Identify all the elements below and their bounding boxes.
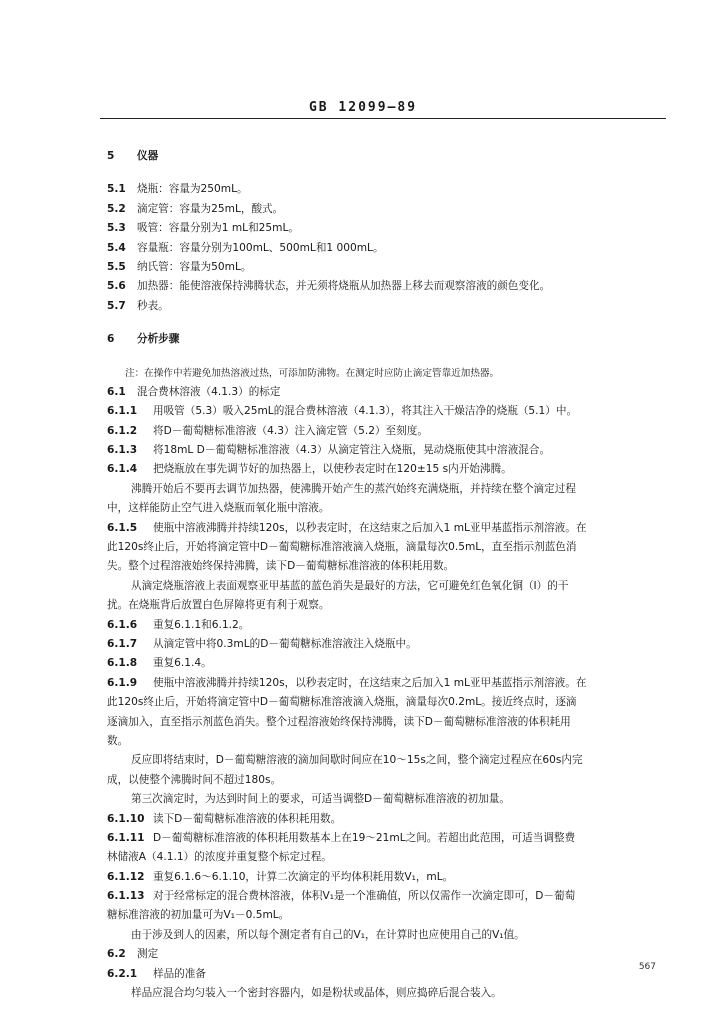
item-6-1-12: 6.1.12 重复6.1.6～6.1.10，计算二次滴定的平均体积耗用数V₁，mL。 [107, 870, 454, 883]
item-5-7: 5.7 秒表。 [107, 299, 169, 312]
paragraph: 糖标准溶液的初加量可为V₁－0.5mL。 [107, 909, 290, 922]
item-6-1-11: 6.1.11 D－葡萄糖标准溶液的体积耗用数基本上在19～21mL之间。若超出此范围，可适当调整费 [107, 831, 576, 844]
item-6-1-1: 6.1.1 用吸管（5.3）吸入25mL的混合费林溶液（4.1.3），将其注入干燥洁净的烧瓶（5.1）中。 [107, 405, 578, 418]
page-header: GB 12099—89 [308, 100, 418, 115]
item-5-5: 5.5 纳氏管：容量为50mL。 [107, 260, 252, 273]
document-body [107, 147, 669, 1003]
paragraph: 失。整个过程溶液始终保持沸腾，读下D－葡萄糖标准溶液的体积耗用数。 [107, 560, 455, 573]
item-6-1-13: 6.1.13 对于经常标定的混合费林溶液，体积V₁是一个准确值，所以仅需作一次滴定即可，D－葡萄 [107, 890, 576, 903]
item-6-1-5: 6.1.5 使瓶中溶液沸腾并持续120s，以秒表定时，在这结束之后加入1 mL亚甲基蓝指示剂溶液。在 [107, 521, 587, 534]
item-6-1-6: 6.1.6 重复6.1.1和6.1.2。 [107, 618, 250, 631]
item-5-6: 5.6 加热器：能使溶液保持沸腾状态，并无须将烧瓶从加热器上移去而观察溶液的颜色变化。 [107, 280, 551, 293]
section-heading-6: 6 分析步骤 [107, 333, 180, 346]
item-6-2: 6.2 测定 [107, 948, 159, 961]
paragraph: 林储液A（4.1.1）的浓度并重复整个标定过程。 [107, 851, 332, 864]
paragraph: 从滴定烧瓶溶液上表面观察亚甲基蓝的蓝色消失是最好的方法，它可避免红色氧化铜（Ⅰ）的干 [131, 579, 569, 592]
item-6-1: 6.1 混合费林溶液（4.1.3）的标定 [107, 385, 281, 398]
item-5-3: 5.3 吸管：容量分别为1 mL和25mL。 [107, 222, 299, 235]
note: 注：在操作中若避免加热溶液过热，可添加防沸物。在测定时应防止滴定管靠近加热器。 [125, 367, 500, 379]
section-heading-5: 5 仪器 [107, 150, 159, 162]
page-number: 567 [638, 962, 656, 972]
paragraph: 反应即将结束时，D－葡萄糖溶液的滴加间歇时间应在10～15s之间，整个滴定过程应在60s内完 [131, 754, 583, 767]
item-5-1: 5.1 烧瓶：容量为250mL。 [107, 183, 248, 196]
paragraph: 沸腾开始后不要再去调节加热器，使沸腾开始产生的蒸汽始终充满烧瓶，并持续在整个滴定过程 [131, 482, 576, 495]
item-5-4: 5.4 容量瓶：容量分别为100mL、500mL和1 000mL。 [107, 241, 384, 254]
paragraph: 扰。在烧瓶背后放置白色屏障将更有利于观察。 [107, 599, 330, 612]
item-6-1-9: 6.1.9 使瓶中溶液沸腾并持续120s，以秒表定时，在这结束之后加入1 mL亚甲基蓝指示剂溶液。在 [107, 676, 587, 689]
paragraph: 样品应混合均匀装入一个密封容器内，如是粉状或晶体，则应捣碎后混合装入。 [131, 987, 502, 1000]
item-6-1-2: 6.1.2 将D－葡萄糖标准溶液（4.3）注入滴定管（5.2）至刻度。 [107, 424, 428, 437]
item-6-2-1: 6.2.1 样品的准备 [107, 967, 206, 980]
item-5-2: 5.2 滴定管：容量为25mL，酸式。 [107, 202, 284, 215]
paragraph: 成，以使整个沸腾时间不超过180s。 [107, 773, 282, 786]
paragraph: 第三次滴定时，为达到时间上的要求，可适当调整D－葡萄糖标准溶液的初加量。 [131, 793, 510, 806]
item-6-1-4: 6.1.4 把烧瓶放在事先调节好的加热器上，以使秒表定时在120±15 s内开始沸腾。 [107, 463, 512, 476]
paragraph: 由于涉及到人的因素，所以每个测定者有自己的V₁，在计算时也应使用自己的V₁值。 [131, 928, 525, 941]
item-6-1-10: 6.1.10 读下D－葡萄糖标准溶液的体积耗用数。 [107, 812, 342, 825]
paragraph: 逐滴加入，直至指示剂蓝色消失。整个过程溶液始终保持沸腾，读下D－葡萄糖标准溶液的体积耗用 [107, 715, 571, 728]
header-rule [100, 118, 666, 119]
item-6-1-8: 6.1.8 重复6.1.4。 [107, 657, 212, 670]
item-6-1-7: 6.1.7 从滴定管中将0.3mL的D－葡萄糖标准溶液注入烧瓶中。 [107, 637, 417, 650]
paragraph: 数。 [107, 734, 129, 747]
paragraph: 此120s终止后，开始将滴定管中D－葡萄糖标准溶液滴入烧瓶，滴量每次0.2mL。接近终点时，逐滴 [107, 696, 577, 709]
item-6-1-3: 6.1.3 将18mL D－葡萄糖标准溶液（4.3）从滴定管注入烧瓶，晃动烧瓶使其中溶液混合。 [107, 444, 551, 457]
paragraph: 此120s终止后，开始将滴定管中D－葡萄糖标准溶液滴入烧瓶，滴量每次0.5mL，直至指示剂蓝色消 [107, 541, 577, 554]
paragraph: 中，这样能防止空气进入烧瓶而氧化瓶中溶液。 [107, 502, 330, 515]
